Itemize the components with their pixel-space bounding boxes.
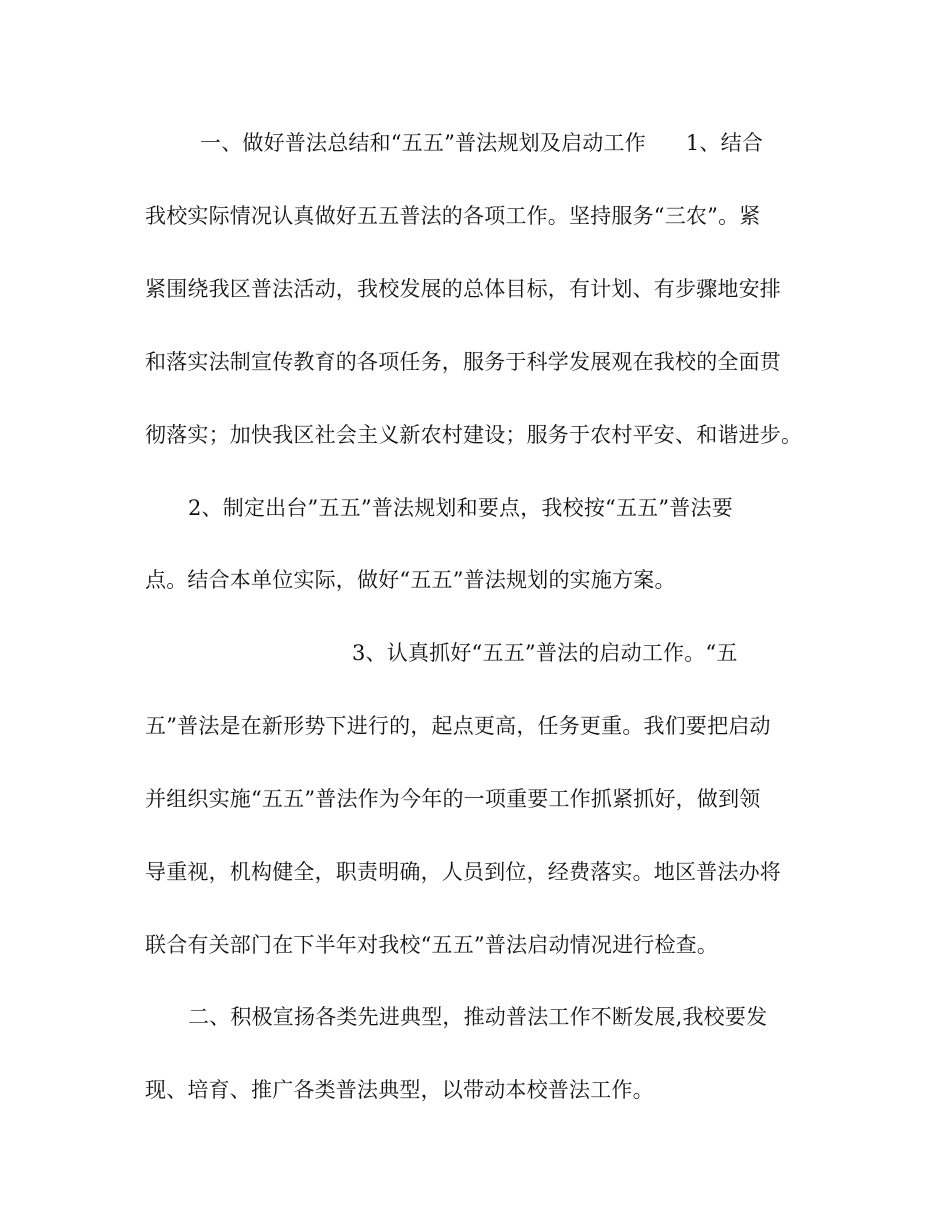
text-line: 3、认真抓好“五五”普法的启动工作。“五 xyxy=(352,641,738,665)
text-line: 五”普法是在新形势下进行的，起点更高，任务更重。我们要把启动 xyxy=(145,714,771,738)
item-number-1: 1、结合 xyxy=(685,131,764,155)
text-line xyxy=(200,123,763,163)
text-line: 我校实际情况认真做好五五普法的各项工作。坚持服务“三农”。紧 xyxy=(145,204,761,228)
text-line: 和落实法制宣传教育的各项任务，服务于科学发展观在我校的全面贯 xyxy=(145,350,781,374)
text-line: 并组织实施“五五”普法作为今年的一项重要工作抓紧抓好，做到领 xyxy=(145,787,761,811)
text-line: 点。结合本单位实际，做好“五五”普法规划的实施方案。 xyxy=(145,568,676,592)
text-line: 二、积极宣扬各类先进典型，推动普法工作不断发展,我校要发 xyxy=(188,1005,768,1029)
text-line: 导重视，机构健全，职责明确，人员到位，经费落实。地区普法办将 xyxy=(145,860,781,884)
text-line: 现、培育、推广各类普法典型，以带动本校普法工作。 xyxy=(145,1078,654,1102)
text-line: 彻落实；加快我区社会主义新农村建设；服务于农村平安、和谐进步。 xyxy=(145,423,803,447)
text-line: 联合有关部门在下半年对我校“五五”普法启动情况进行检查。 xyxy=(145,933,719,957)
text-line: 紧围绕我区普法活动，我校发展的总体目标，有计划、有步骤地安排 xyxy=(145,277,781,301)
text-line: 2、制定出台”五五”普法规划和要点，我校按“五五”普法要 xyxy=(188,496,733,520)
section-heading-1: 一、做好普法总结和“五五”普法规划及启动工作 xyxy=(200,131,646,155)
